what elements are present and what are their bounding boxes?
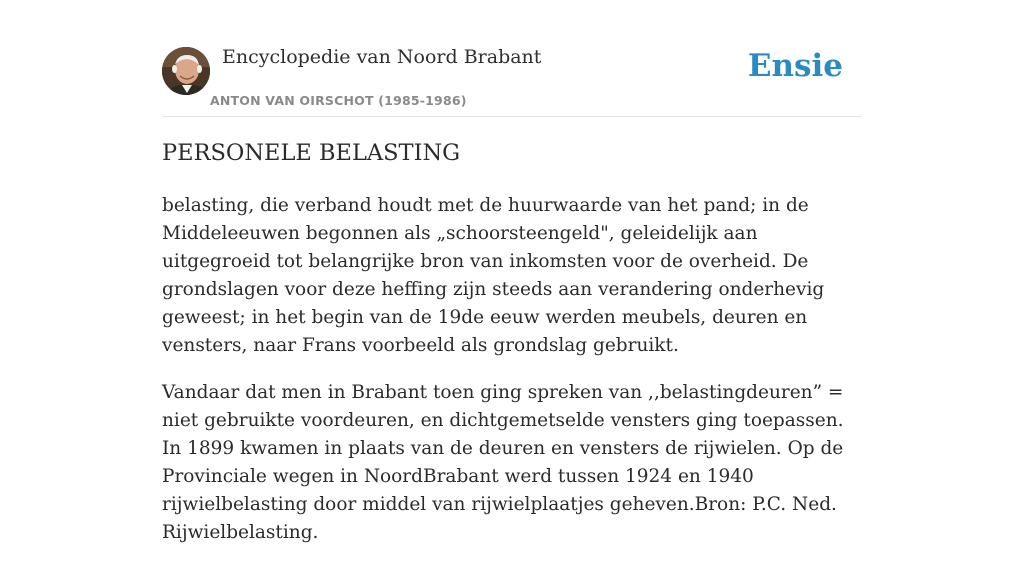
article-title: PERSONELE BELASTING <box>162 140 461 166</box>
source-title[interactable]: Encyclopedie van Noord Brabant <box>222 46 542 68</box>
page-header <box>162 44 862 117</box>
author-avatar[interactable] <box>162 47 210 95</box>
article-body <box>162 192 862 566</box>
article-paragraph: belasting, die verband houdt met de huurwaarde van het pand; in de Middeleeuwen begonnen als „schoorsteengeld", geleidelijk aan uitgegroeid tot belangrijke bron van inkomsten voor de overheid. De grondslagen voor deze heffing zijn steeds aan verandering onderhevig geweest; in het begin van de 19de eeuw werden meubels, deuren en vensters, naar Frans voorbeeld als grondslag gebruikt. <box>162 195 825 356</box>
author-portrait-image <box>162 47 210 95</box>
article-paragraph: Vandaar dat men in Brabant toen ging spreken van ,,belastingdeuren” = niet gebruikte voordeuren, en dichtgemetselde vensters ging toepassen. In 1899 kwamen in plaats van de deuren en vensters de rijwielen. Op de Provinciale wegen in NoordBrabant werd tussen 1924 en 1940 rijwielbelasting door middel van rijwielplaatjes geheven.Bron: P.C. Ned. Rijwielbelasting. <box>162 382 844 543</box>
author-name[interactable]: ANTON VAN OIRSCHOT (1985-1986) <box>210 93 467 108</box>
ensie-logo[interactable]: Ensie <box>747 48 843 84</box>
